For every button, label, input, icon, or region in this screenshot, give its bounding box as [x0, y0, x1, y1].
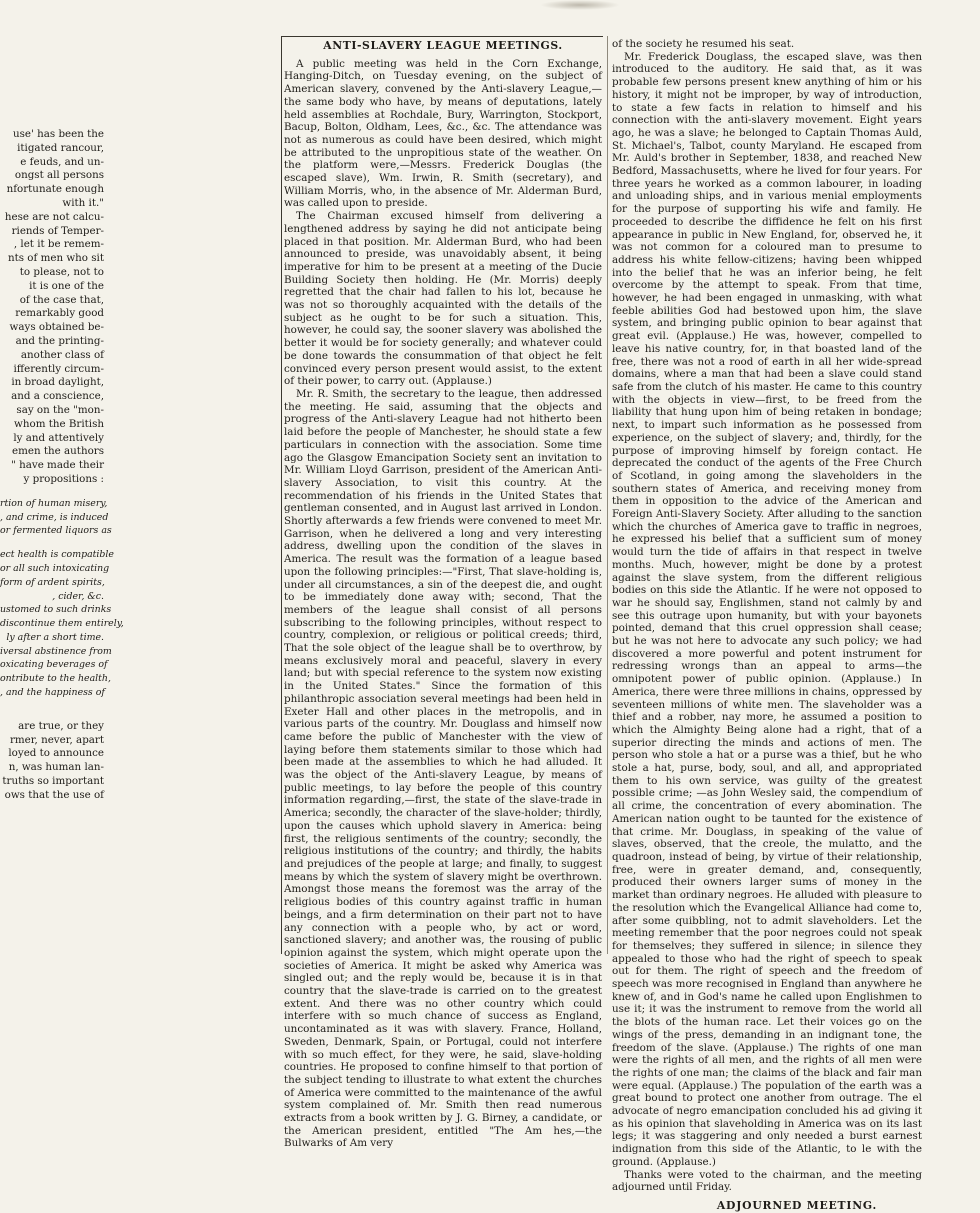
- fragment-line: , cider, &c.: [52, 590, 104, 602]
- fragment-line: and a conscience,: [11, 390, 104, 403]
- fragment-line: ly after a short time.: [6, 631, 104, 643]
- fragment-line: ly and attentively: [13, 431, 104, 444]
- article-paragraph: The Chairman excused himself from delivering a lengthened address by saying he did not anticipate being placed in that position. Mr. Alderman Burd, who had been announced to preside, was unavoidably absent, it being imperative for him to be present at a meeting of the Ducie Building Society then holding. He (Mr. Morris) deeply regretted that the chair had fallen to his lot, because he was not so thoroughly acquainted with the details of the subject as he ought to be for such a situation. This, however, he could say, the sooner slavery was abolished the better it would be for society generally; and whatever could be done towards the consummation of that object he felt convinced every person present would assist, to the extent of their power, to carry out. (Applause.): [284, 210, 602, 388]
- article-column-1-body: [284, 58, 602, 1150]
- fragment-line: remarkably good: [15, 307, 104, 320]
- article-column-2: [612, 38, 923, 1212]
- fragment-line: whom the British: [14, 417, 104, 430]
- fragment-line: ect health is compatible: [0, 549, 114, 561]
- fragment-line: truths so important: [2, 775, 104, 788]
- fragment-line: with it.": [62, 196, 104, 209]
- fragment-line: it is one of the: [29, 279, 104, 292]
- article-paragraph: of the society he resumed his seat.: [612, 38, 795, 50]
- fragment-line: ontribute to the health,: [0, 673, 111, 685]
- article-frame-left-rule: [281, 36, 282, 954]
- fragment-line: rmer, never, apart: [9, 733, 104, 746]
- fragment-line: ows that the use of: [4, 788, 104, 801]
- fragment-line: use' has been the: [13, 128, 104, 140]
- article-column-1: [284, 39, 602, 1150]
- article-paragraph: A public meeting was held in the Corn Exchange, Hanging-Ditch, on Tuesday evening, on the subject of American slavery, convened by the Anti-slavery League,—the same body who have, by means of deputations, lately held assemblies at Rochdale, Bury, Warrington, Stockport, Bacup, Bolton, Oldham, Lees, &c., &c. The attendance was not as numerous as could have been desired, which might be attributed to the unpropitious state of the weather. On the platform were,—Messrs. Frederick Douglas (the escaped slave), Wm. Irwin, R. Smith (secretary), and William Morris, who, in the absence of Mr. Alderman Burd, was called upon to preside.: [284, 57, 602, 210]
- fragment-line: e feuds, and un-: [20, 155, 104, 168]
- column-divider: [607, 36, 608, 954]
- fragment-line: loyed to announce: [8, 747, 104, 760]
- fragment-line: in broad daylight,: [11, 376, 104, 389]
- fragment-line: discontinue them entirely,: [0, 618, 124, 630]
- line-gap: [0, 538, 104, 548]
- fragment-line: n, was human lan-: [8, 761, 104, 774]
- fragment-line: , let it be remem-: [13, 238, 104, 251]
- fragment-line: hese are not calcu-: [4, 210, 104, 223]
- line-gap: [0, 710, 104, 720]
- ink-smudge: [540, 0, 620, 10]
- fragment-line: ifferently circum-: [13, 362, 104, 375]
- fragment-line: ustomed to such drinks: [0, 604, 112, 616]
- fragment-line: to please, not to: [19, 265, 104, 278]
- fragment-line: of the case that,: [19, 293, 104, 306]
- fragment-line: or all such intoxicating: [0, 562, 110, 574]
- fragment-line: ongst all persons: [14, 169, 104, 182]
- fragment-line: , and crime, is induced: [0, 511, 109, 523]
- fragment-line: say on the "mon-: [16, 403, 104, 416]
- fragment-line: ways obtained be-: [9, 321, 104, 334]
- fragment-line: and the printing-: [15, 334, 104, 347]
- fragment-line: nfortunate enough: [6, 183, 104, 196]
- fragment-line: are true, or they: [18, 719, 104, 732]
- fragment-line: or fermented liquors as: [0, 525, 112, 537]
- fragment-line: " have made their: [11, 459, 104, 472]
- fragment-line: nts of men who sit: [7, 252, 104, 265]
- fragment-line: form of ardent spirits,: [0, 576, 105, 588]
- fragment-line: itigated rancour,: [17, 141, 104, 154]
- fragment-line: riends of Temper-: [11, 224, 104, 237]
- fragment-line: iversal abstinence from: [0, 645, 112, 657]
- adjourned-meeting-heading: ADJOURNED MEETING.: [716, 1198, 878, 1212]
- article-column-2-body: [612, 38, 922, 1194]
- fragment-line: rtion of human misery,: [0, 497, 108, 509]
- article-frame-top-rule: [281, 36, 603, 37]
- article-paragraph: Mr. R. Smith, the secretary to the league, then addressed the meeting. He said, assuming that the objects and progress of the Anti-slavery League had not hitherto been laid before the people of Manchester, he should state a few particulars in connection with the association. Some time ago the Glasgow Emancipation Society sent an invitation to Mr. William Lloyd Garrison, president of the American Anti-slavery Association, to visit this country. At the recommendation of his friends in the United States that gentleman consented, and in August last arrived in London. Shortly afterwards a few friends were convened to meet Mr. Garrison, when he delivered a long and very interesting address, dwelling upon the condition of the slaves in America. The result was the formation of a league based upon the following principles:—"First, That slave-holding is, under all circumstances, a sin of the deepest die, and ought to be immediately done away with; second, That the members of the league shall consist of all persons subscribing to the following principles, without respect to country, complexion, or religious or political creeds; third, That the sole object of the league shall be to overthrow, by means exclusively moral and peaceful, slavery in every land; but with special reference to the system now existing in the United States." Since the formation of this philanthropic association several meetings had been held in Exeter Hall and other places in the metropolis, and in various parts of the country. Mr. Douglass and himself now came before the public of Manchester with the view of laying before them statements similar to those which had been made at the assemblies to which he had alluded. It was the object of the Anti-slavery League, by means of public meetings, to lay before the people of this country information regarding,—first, the state of the slave-trade in America; secondly, the character of the slave-holder; thirdly, upon the causes which uphold slavery in America: being first, the religious sentiments of the country; secondly, the religious institutions of the country; and thirdly, the habits and prejudices of the people at large; and finally, to suggest means by which the system of slavery might be overthrown. Amongst those means the foremost was the array of the religious bodies of this country against traffic in human beings, and a firm determination on their part not to have any connection with a people who, by act or word, sanctioned slavery; and another was, the rousing of public opinion against the system, which might operate upon the societies of America. It might be asked why America was singled out; and the reply would be, because it is in that country that the slave-trade is carried on to the greatest extent. And there was no other country which could interfere with so much chance of success as England, uncontaminated as it was with slavery. France, Holland, Sweden, Denmark, Spain, or Portugal, could not interfere with so much effect, for they were, he said, slave-holding countries. He proposed to confine himself to that portion of the subject tending to illustrate to what extent the churches of America were committed to the maintenance of the awful system complained of. Mr. Smith then read numerous extracts from a book written by J. G. Birney, a candidate, or the American president, entitled "The Am hes,—the Bulwarks of Am very: [284, 387, 602, 1150]
- article-headline: ANTI-SLAVERY LEAGUE MEETINGS.: [323, 39, 563, 52]
- fragment-line: emen the authors: [12, 445, 104, 458]
- fragment-line: oxicating beverages of: [0, 659, 108, 671]
- fragment-line: another class of: [20, 348, 104, 361]
- line-gap: [0, 700, 104, 710]
- fragment-line: , and the happiness of: [0, 687, 105, 699]
- article-paragraph: Thanks were voted to the chairman, and the meeting adjourned until Friday.: [612, 1168, 922, 1194]
- line-gap: [0, 487, 104, 497]
- article-paragraph: Mr. Frederick Douglass, the escaped slave, was then introduced to the auditory. He said that, as it was probable few persons present knew anything of him or his history, it might not be improper, by way of introduction, to state a few facts in relation to himself and his connection with the anti-slavery movement. Eight years ago, he was a slave; he belonged to Captain Thomas Auld, St. Michael's, Talbot, county Maryland. He escaped from Mr. Auld's brother in September, 1838, and reached New Bedford, Massachusetts, where he lived for four years. For three years he worked as a common labourer, in loading and unloading ships, and in various menial employments for the purpose of supporting his wife and family. He proceeded to describe the diffidence he felt on his first appearance in public in New England, for, observed he, it was not common for a coloured man to presume to address his white fellow-citizens; having been whipped into the belief that he was an inferior being, he felt overcome by the attempt to speak. From that time, however, he had been engaged in unmasking, with what feeble abilities God had bestowed upon him, the slave system, and bringing public opinion to bear against that great evil. (Applause.) He was, however, compelled to leave his native country, for, in that boasted land of the free, there was not a rood of earth in all her wide-spread domains, where a man that had been a slave could stand safe from the clutch of his master. He came to this country with the objects in view—first, to be freed from the liability that hung upon him of being retaken in bondage; next, to impart such information as he possessed from experience, on the subject of slavery; and, thirdly, for the purpose of improving himself by foreign contact. He deprecated the conduct of the agents of the Free Church of Scotland, in going among the slaveholders in the southern states of America, and receiving money from them in opposition to the advice of the American and Foreign Anti-Slavery Society. After alluding to the sanction which the churches of America gave to traffic in negroes, he expressed his belief that a sufficient sum of money would turn the tide of affairs in that respect in twelve months. Much, however, might be done by a protest against the slave system, from the different religious bodies on this side the Atlantic. If he were not opposed to war he should say, Englishmen, stand not calmly by and see this outrage upon humanity, but with your bayonets pointed, demand that this cruel oppression shall cease; but he was not here to advocate any such policy; we had discovered a more powerful and potent instrument for redressing wrongs than an appeal to arms—the omnipotent power of public opinion. (Applause.) In America, there were three millions in chains, oppressed by seventeen millions of white men. The slaveholder was a thief and a robber, nay more, he assumed a position to which the Almighty Being alone had a right, that of a superior directing the minds and actions of men. The person who stole a hat or a purse was a thief, but he who stole a hat, purse, body, soul, and all, and appropriated them to his own service, was guilty of the greatest possible crime; —as John Wesley said, the compendium of all crime, the concentration of every abomination. The American nation ought to be taunted for the existence of that crime. Mr. Douglass, in speaking of the value of slaves, observed, that the creole, the mulatto, and the quadroon, instead of being, by virtue of their relationship, free, were in greater demand, and, consequently, produced their owners larger sums of money in the market than ordinary negroes. He alluded with pleasure to the resolution which the Evangelical Alliance had come to, after some quibbling, not to admit slaveholders. Let the meeting remember that the poor negroes could not speak for themselves; they suffered in silence; in silence they appealed to those who had the right of speech to speak out for them. The right of speech and the freedom of speech was more recognised in England than anywhere he knew of, and in God's name he called upon Englishmen to use it; it was the instrument to remove from the world all the blots of the human race. Let their voices go on the wings of the press, demanding in an indignant tone, the freedom of the slave. (Applause.) The rights of one man were the rights of all men, and the rights of all men were the rights of one man; the claims of the black and fair man were equal. (Applause.) The population of the earth was a great bound to protect one another from outrage. The el advocate of negro emancipation concluded his ad giving it as his opinion that slaveholding in America was on its last legs; it was staggering and only needed a burst earnest indignation from this side of the Atlantic, to le with the ground. (Applause.): [612, 50, 923, 1168]
- left-column-fragment: [0, 128, 124, 801]
- fragment-line: y propositions :: [23, 472, 104, 485]
